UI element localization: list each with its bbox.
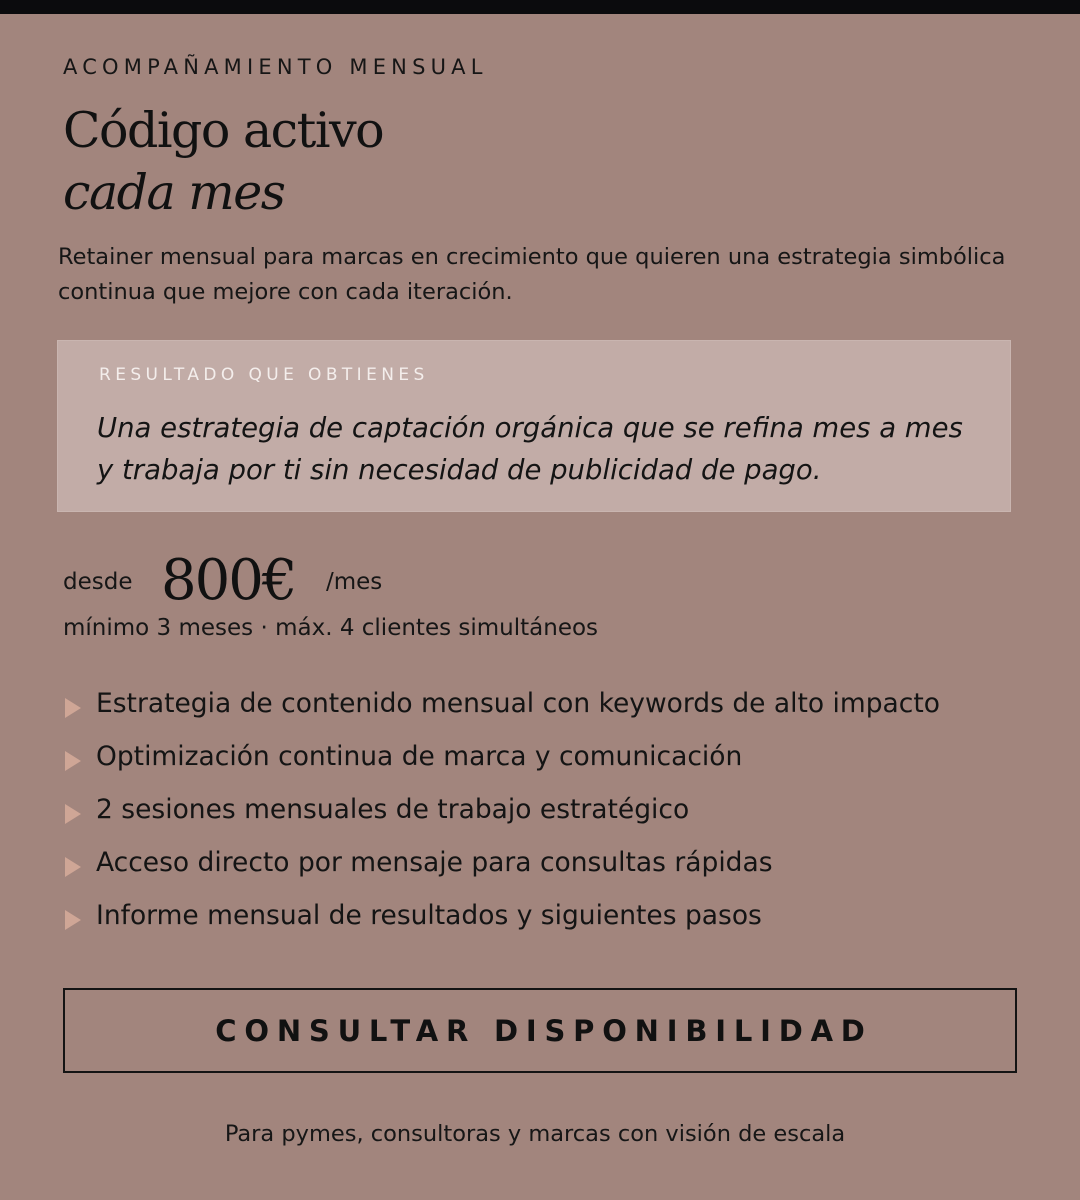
plan-title-line2: cada mes: [63, 164, 285, 221]
feature-text: Optimización continua de marca y comunicación: [96, 741, 743, 772]
audience-footnote: Para pymes, consultoras y marcas con visión de escala: [224, 1121, 846, 1147]
top-bar: [0, 0, 1080, 14]
plan-title-line1: Código activo: [63, 102, 384, 159]
feature-item: [63, 789, 940, 842]
triangle-bullet-icon: [65, 910, 81, 930]
result-text: Una estrategia de captación orgánica que se refina mes a mes y trabaja por ti sin necesidad de publicidad de pago.: [97, 412, 963, 486]
triangle-bullet-icon: [65, 804, 81, 824]
feature-list: [63, 683, 940, 948]
plan-description: Retainer mensual para marcas en crecimiento que quieren una estrategia simbólica continua que mejore con cada iteración.: [58, 244, 1006, 305]
feature-text: Estrategia de contenido mensual con keywords de alto impacto: [96, 688, 940, 719]
feature-text: Acceso directo por mensaje para consultas rápidas: [96, 847, 773, 878]
price-note: mínimo 3 meses · máx. 4 clientes simultáneos: [63, 615, 599, 641]
feature-item: [63, 683, 940, 736]
result-label: RESULTADO QUE OBTIENES: [99, 365, 429, 385]
price-prefix: desde: [63, 569, 133, 595]
feature-text: 2 sesiones mensuales de trabajo estratégico: [96, 794, 690, 825]
triangle-bullet-icon: [65, 698, 81, 718]
price-amount: 800€: [161, 548, 296, 613]
feature-item: [63, 842, 940, 895]
check-availability-button[interactable]: CONSULTAR DISPONIBILIDAD: [63, 988, 1017, 1073]
plan-title: [63, 100, 383, 224]
feature-item: [63, 736, 940, 789]
feature-item: [63, 895, 940, 948]
triangle-bullet-icon: [65, 857, 81, 877]
feature-text: Informe mensual de resultados y siguientes pasos: [96, 900, 762, 931]
section-eyebrow: ACOMPAÑAMIENTO MENSUAL: [63, 55, 488, 79]
triangle-bullet-icon: [65, 751, 81, 771]
price-suffix: /mes: [326, 569, 383, 595]
result-box: [57, 340, 1011, 512]
